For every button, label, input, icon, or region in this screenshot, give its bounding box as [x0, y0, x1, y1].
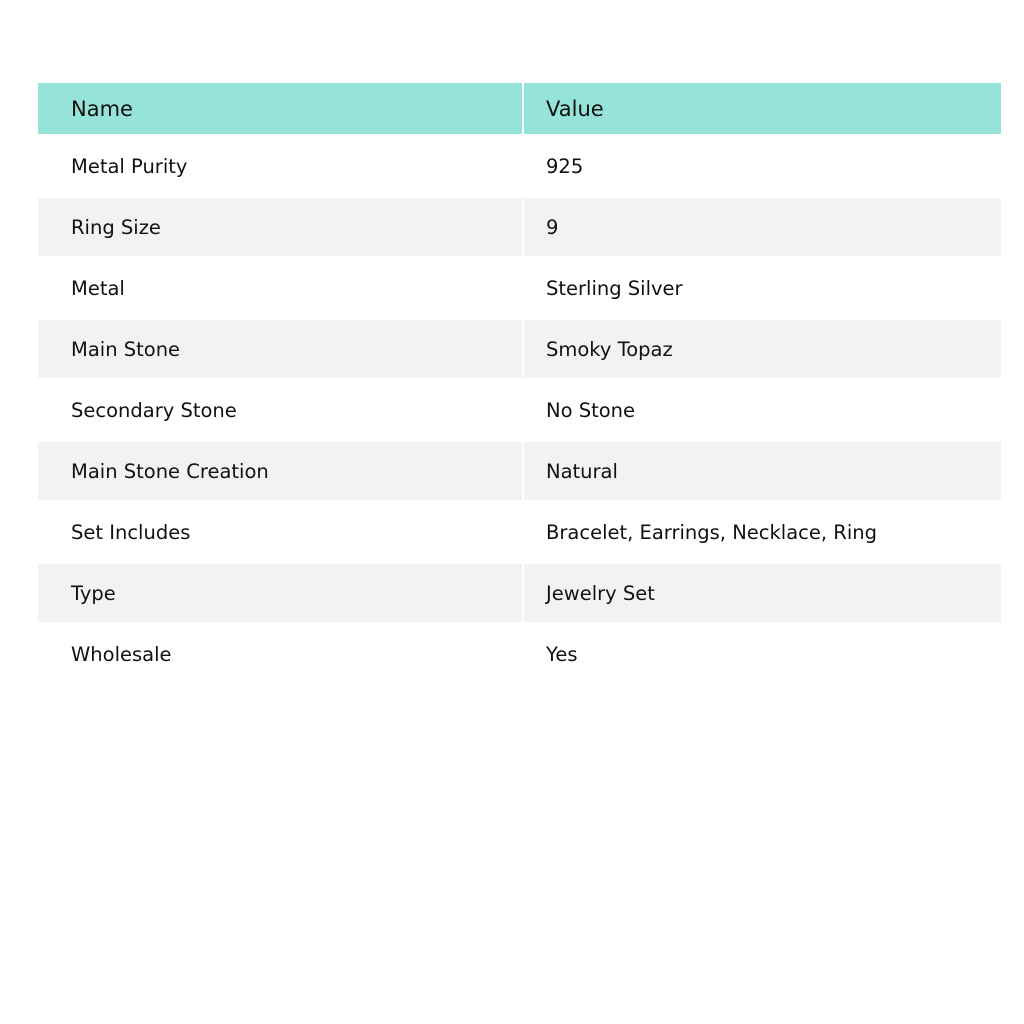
row-value-cell: Bracelet, Earrings, Necklace, Ring	[523, 500, 1001, 564]
header-row	[38, 83, 1001, 134]
row-value-cell: Smoky Topaz	[523, 320, 1001, 378]
row-value-cell: Natural	[523, 442, 1001, 500]
row-value-cell: Yes	[523, 622, 1001, 686]
table-row	[38, 622, 1001, 686]
table-row	[38, 134, 1001, 198]
row-name-cell: Type	[38, 564, 523, 622]
row-value-cell: 9	[523, 198, 1001, 256]
row-name-cell: Secondary Stone	[38, 378, 523, 442]
table-row	[38, 198, 1001, 256]
table-row	[38, 378, 1001, 442]
row-value-cell: Sterling Silver	[523, 256, 1001, 320]
row-name-cell: Wholesale	[38, 622, 523, 686]
row-name-cell: Metal	[38, 256, 523, 320]
table-row	[38, 564, 1001, 622]
table-row	[38, 442, 1001, 500]
column-header-name: Name	[38, 83, 523, 134]
row-value-cell: Jewelry Set	[523, 564, 1001, 622]
table-body	[38, 134, 1001, 686]
row-name-cell: Main Stone	[38, 320, 523, 378]
row-value-cell: No Stone	[523, 378, 1001, 442]
row-value-cell: 925	[523, 134, 1001, 198]
table-header	[38, 83, 1001, 134]
table-row	[38, 500, 1001, 564]
table-row	[38, 320, 1001, 378]
column-header-value: Value	[523, 83, 1001, 134]
row-name-cell: Set Includes	[38, 500, 523, 564]
specifications-table	[38, 83, 1001, 686]
row-name-cell: Ring Size	[38, 198, 523, 256]
row-name-cell: Main Stone Creation	[38, 442, 523, 500]
row-name-cell: Metal Purity	[38, 134, 523, 198]
table-row	[38, 256, 1001, 320]
